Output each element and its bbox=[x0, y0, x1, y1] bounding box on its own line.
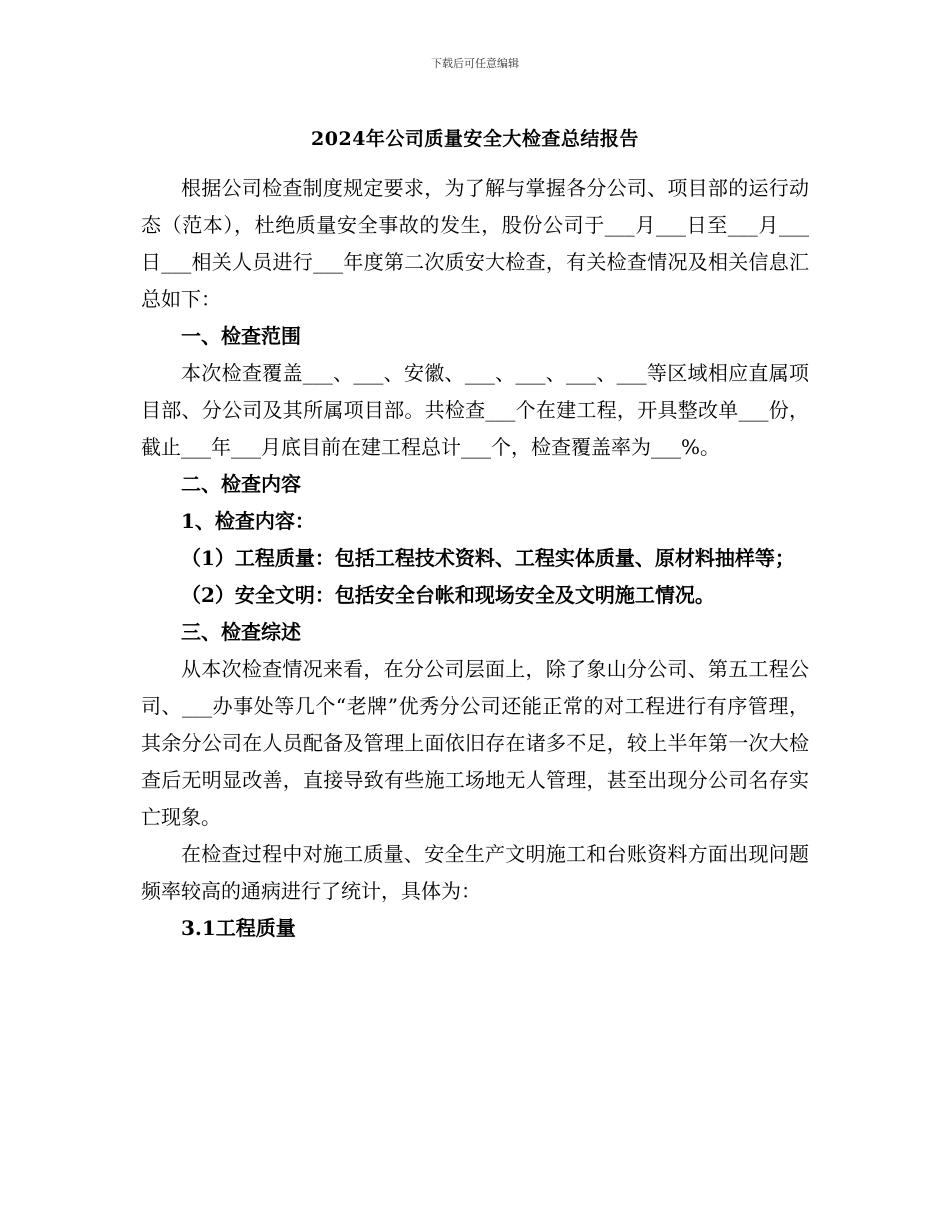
intro-paragraph: 根据公司检查制度规定要求，为了解与掌握各分公司、项目部的运行动态（范本），杜绝质量安全事故的发生，股份公司于___月___日至___月___日___相关人员进行___年度第二次质安大检查，有关检查情况及相关信息汇总如下： bbox=[141, 176, 809, 311]
stats-paragraph: 在检查过程中对施工质量、安全生产文明施工和台账资料方面出现问题频率较高的通病进行了统计，具体为： bbox=[141, 842, 809, 903]
document-body bbox=[141, 170, 809, 947]
subsection-heading-content: 1、检查内容： bbox=[181, 509, 315, 533]
content-item-quality: （1）工程质量：包括工程技术资料、工程实体质量、原材料抽样等； bbox=[181, 546, 795, 570]
scope-paragraph: 本次检查覆盖___、___、安徽、___、___、___、___等区域相应直属项目部、分公司及其所属项目部。共检查___个在建工程，开具整改单___份，截止___年___月底目前在建工程总计___个，检查覆盖率为___%。 bbox=[141, 361, 809, 459]
section-heading-content: 二、检查内容 bbox=[181, 472, 301, 496]
section-heading-summary: 三、检查综述 bbox=[181, 620, 301, 644]
document-title: 2024年公司质量安全大检查总结报告 bbox=[311, 128, 639, 150]
header-note: 下载后可任意编辑 bbox=[431, 57, 519, 70]
content-item-safety: （2）安全文明：包括安全台帐和现场安全及文明施工情况。 bbox=[181, 583, 715, 607]
section-heading-scope: 一、检查范围 bbox=[181, 324, 301, 348]
subsection-heading-quality: 3.1工程质量 bbox=[181, 916, 296, 940]
summary-paragraph: 从本次检查情况来看，在分公司层面上，除了象山分公司、第五工程公司、___办事处等几个“老牌”优秀分公司还能正常的对工程进行有序管理，其余分公司在人员配备及管理上面依旧存在诸多不足，较上半年第一次大检查后无明显改善，直接导致有些施工场地无人管理，甚至出现分公司名存实亡现象。 bbox=[141, 657, 809, 829]
